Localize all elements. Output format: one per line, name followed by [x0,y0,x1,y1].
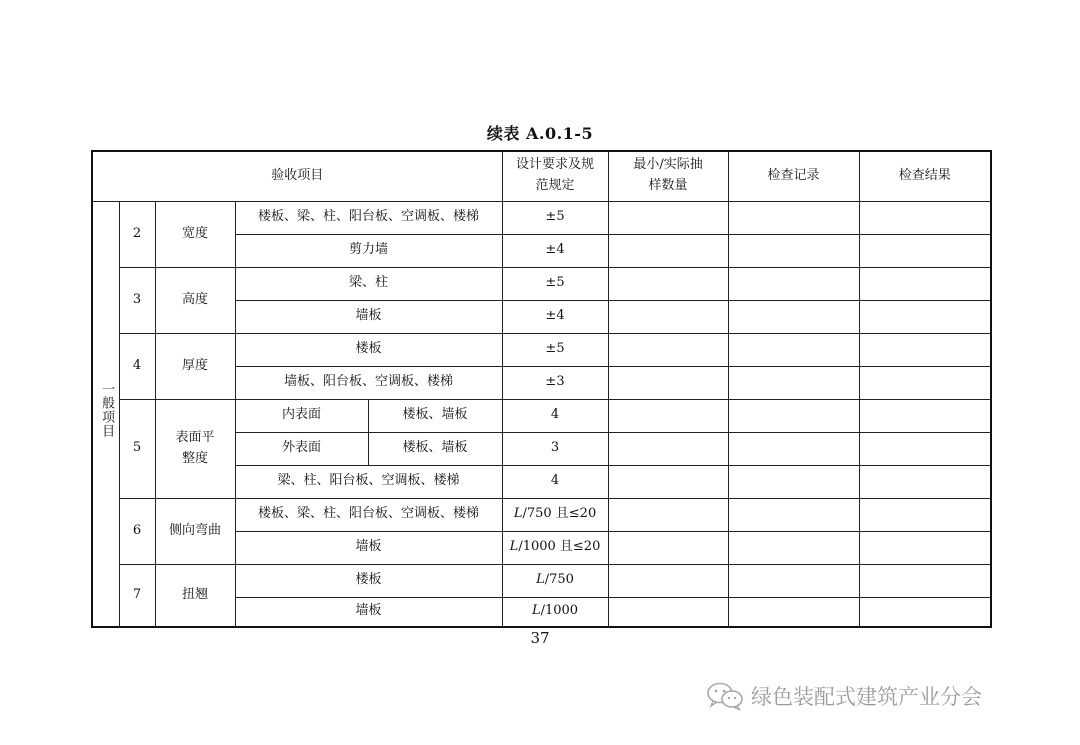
record-cell[interactable] [728,234,859,267]
sample-cell[interactable] [608,564,728,597]
table-row [92,267,991,300]
result-cell[interactable] [859,267,991,300]
row-value: 3 [502,432,608,465]
record-cell[interactable] [728,300,859,333]
length-symbol: L [513,506,523,522]
sample-cell[interactable] [608,432,728,465]
result-cell[interactable] [859,465,991,498]
result-cell[interactable] [859,432,991,465]
row-scope: 梁、柱、阳台板、空调板、楼梯 [235,465,502,498]
sample-cell[interactable] [608,333,728,366]
result-cell[interactable] [859,333,991,366]
row-number: 2 [119,201,155,267]
page-number: 37 [530,629,550,647]
result-cell[interactable] [859,300,991,333]
sample-cell[interactable] [608,531,728,564]
row-surface: 外表面 [235,432,368,465]
wechat-icon [705,681,745,711]
row-scope: 楼板、墙板 [368,432,502,465]
row-value: 4 [502,465,608,498]
table-row [92,333,991,366]
row-number: 7 [119,564,155,627]
row-scope: 墙板 [235,300,502,333]
watermark-text: 绿色装配式建筑产业分会 [751,685,982,709]
row-number: 5 [119,399,155,498]
row-scope: 楼板、梁、柱、阳台板、空调板、楼梯 [235,498,502,531]
record-cell[interactable] [728,366,859,399]
result-cell[interactable] [859,234,991,267]
result-cell[interactable] [859,531,991,564]
sample-cell[interactable] [608,201,728,234]
row-name: 表面平整度 [155,399,235,498]
result-cell[interactable] [859,597,991,627]
row-value: ±4 [502,234,608,267]
header-item: 验收项目 [92,151,502,201]
table-row [92,399,991,432]
header-record: 检查记录 [728,151,859,201]
sample-cell[interactable] [608,498,728,531]
tolerance-text: /1000 [540,603,579,619]
row-scope: 楼板 [235,333,502,366]
row-name: 宽度 [155,201,235,267]
record-cell[interactable] [728,531,859,564]
row-value [502,597,608,627]
length-symbol: L [536,572,545,588]
row-scope: 墙板 [235,597,502,627]
row-value: ±5 [502,201,608,234]
table-row [92,564,991,597]
record-cell[interactable] [728,267,859,300]
result-cell[interactable] [859,498,991,531]
row-name: 高度 [155,267,235,333]
tolerance-text: /750 [544,572,574,588]
result-cell[interactable] [859,201,991,234]
row-scope: 墙板 [235,531,502,564]
record-cell[interactable] [728,432,859,465]
row-name: 扭翘 [155,564,235,627]
header-result: 检查结果 [859,151,991,201]
record-cell[interactable] [728,201,859,234]
table-header-row [92,151,991,201]
record-cell[interactable] [728,465,859,498]
group-label: 一般项目 [99,381,115,438]
table-row [92,498,991,531]
row-value [502,564,608,597]
result-cell[interactable] [859,399,991,432]
row-value: ±5 [502,333,608,366]
sample-cell[interactable] [608,300,728,333]
tolerance-text: /1000 且≤20 [518,539,601,555]
row-scope: 楼板、梁、柱、阳台板、空调板、楼梯 [235,201,502,234]
length-symbol: L [531,603,541,619]
row-value: ±5 [502,267,608,300]
header-sample: 最小/实际抽样数量 [608,151,728,201]
sample-cell[interactable] [608,366,728,399]
row-scope: 楼板、墙板 [368,399,502,432]
row-name: 厚度 [155,333,235,399]
row-scope: 梁、柱 [235,267,502,300]
row-value [502,531,608,564]
row-scope: 剪力墙 [235,234,502,267]
sample-cell[interactable] [608,597,728,627]
header-requirement: 设计要求及规范规定 [502,151,608,201]
record-cell[interactable] [728,564,859,597]
record-cell[interactable] [728,399,859,432]
sample-cell[interactable] [608,399,728,432]
record-cell[interactable] [728,333,859,366]
tolerance-text: /750 且≤20 [522,506,597,522]
row-number: 6 [119,498,155,564]
row-value: ±4 [502,300,608,333]
group-label-cell [92,201,119,627]
table-row [92,201,991,234]
row-number: 3 [119,267,155,333]
row-surface: 内表面 [235,399,368,432]
result-cell[interactable] [859,366,991,399]
row-value: 4 [502,399,608,432]
row-scope: 楼板 [235,564,502,597]
record-cell[interactable] [728,597,859,627]
row-value: ±3 [502,366,608,399]
row-value [502,498,608,531]
row-scope: 墙板、阳台板、空调板、楼梯 [235,366,502,399]
record-cell[interactable] [728,498,859,531]
length-symbol: L [509,539,519,555]
sample-cell[interactable] [608,267,728,300]
inspection-table [91,150,992,628]
table-title: 续表 A.0.1-5 [486,124,594,143]
sample-cell[interactable] [608,465,728,498]
row-name: 侧向弯曲 [155,498,235,564]
watermark [705,680,982,712]
result-cell[interactable] [859,564,991,597]
row-number: 4 [119,333,155,399]
sample-cell[interactable] [608,234,728,267]
